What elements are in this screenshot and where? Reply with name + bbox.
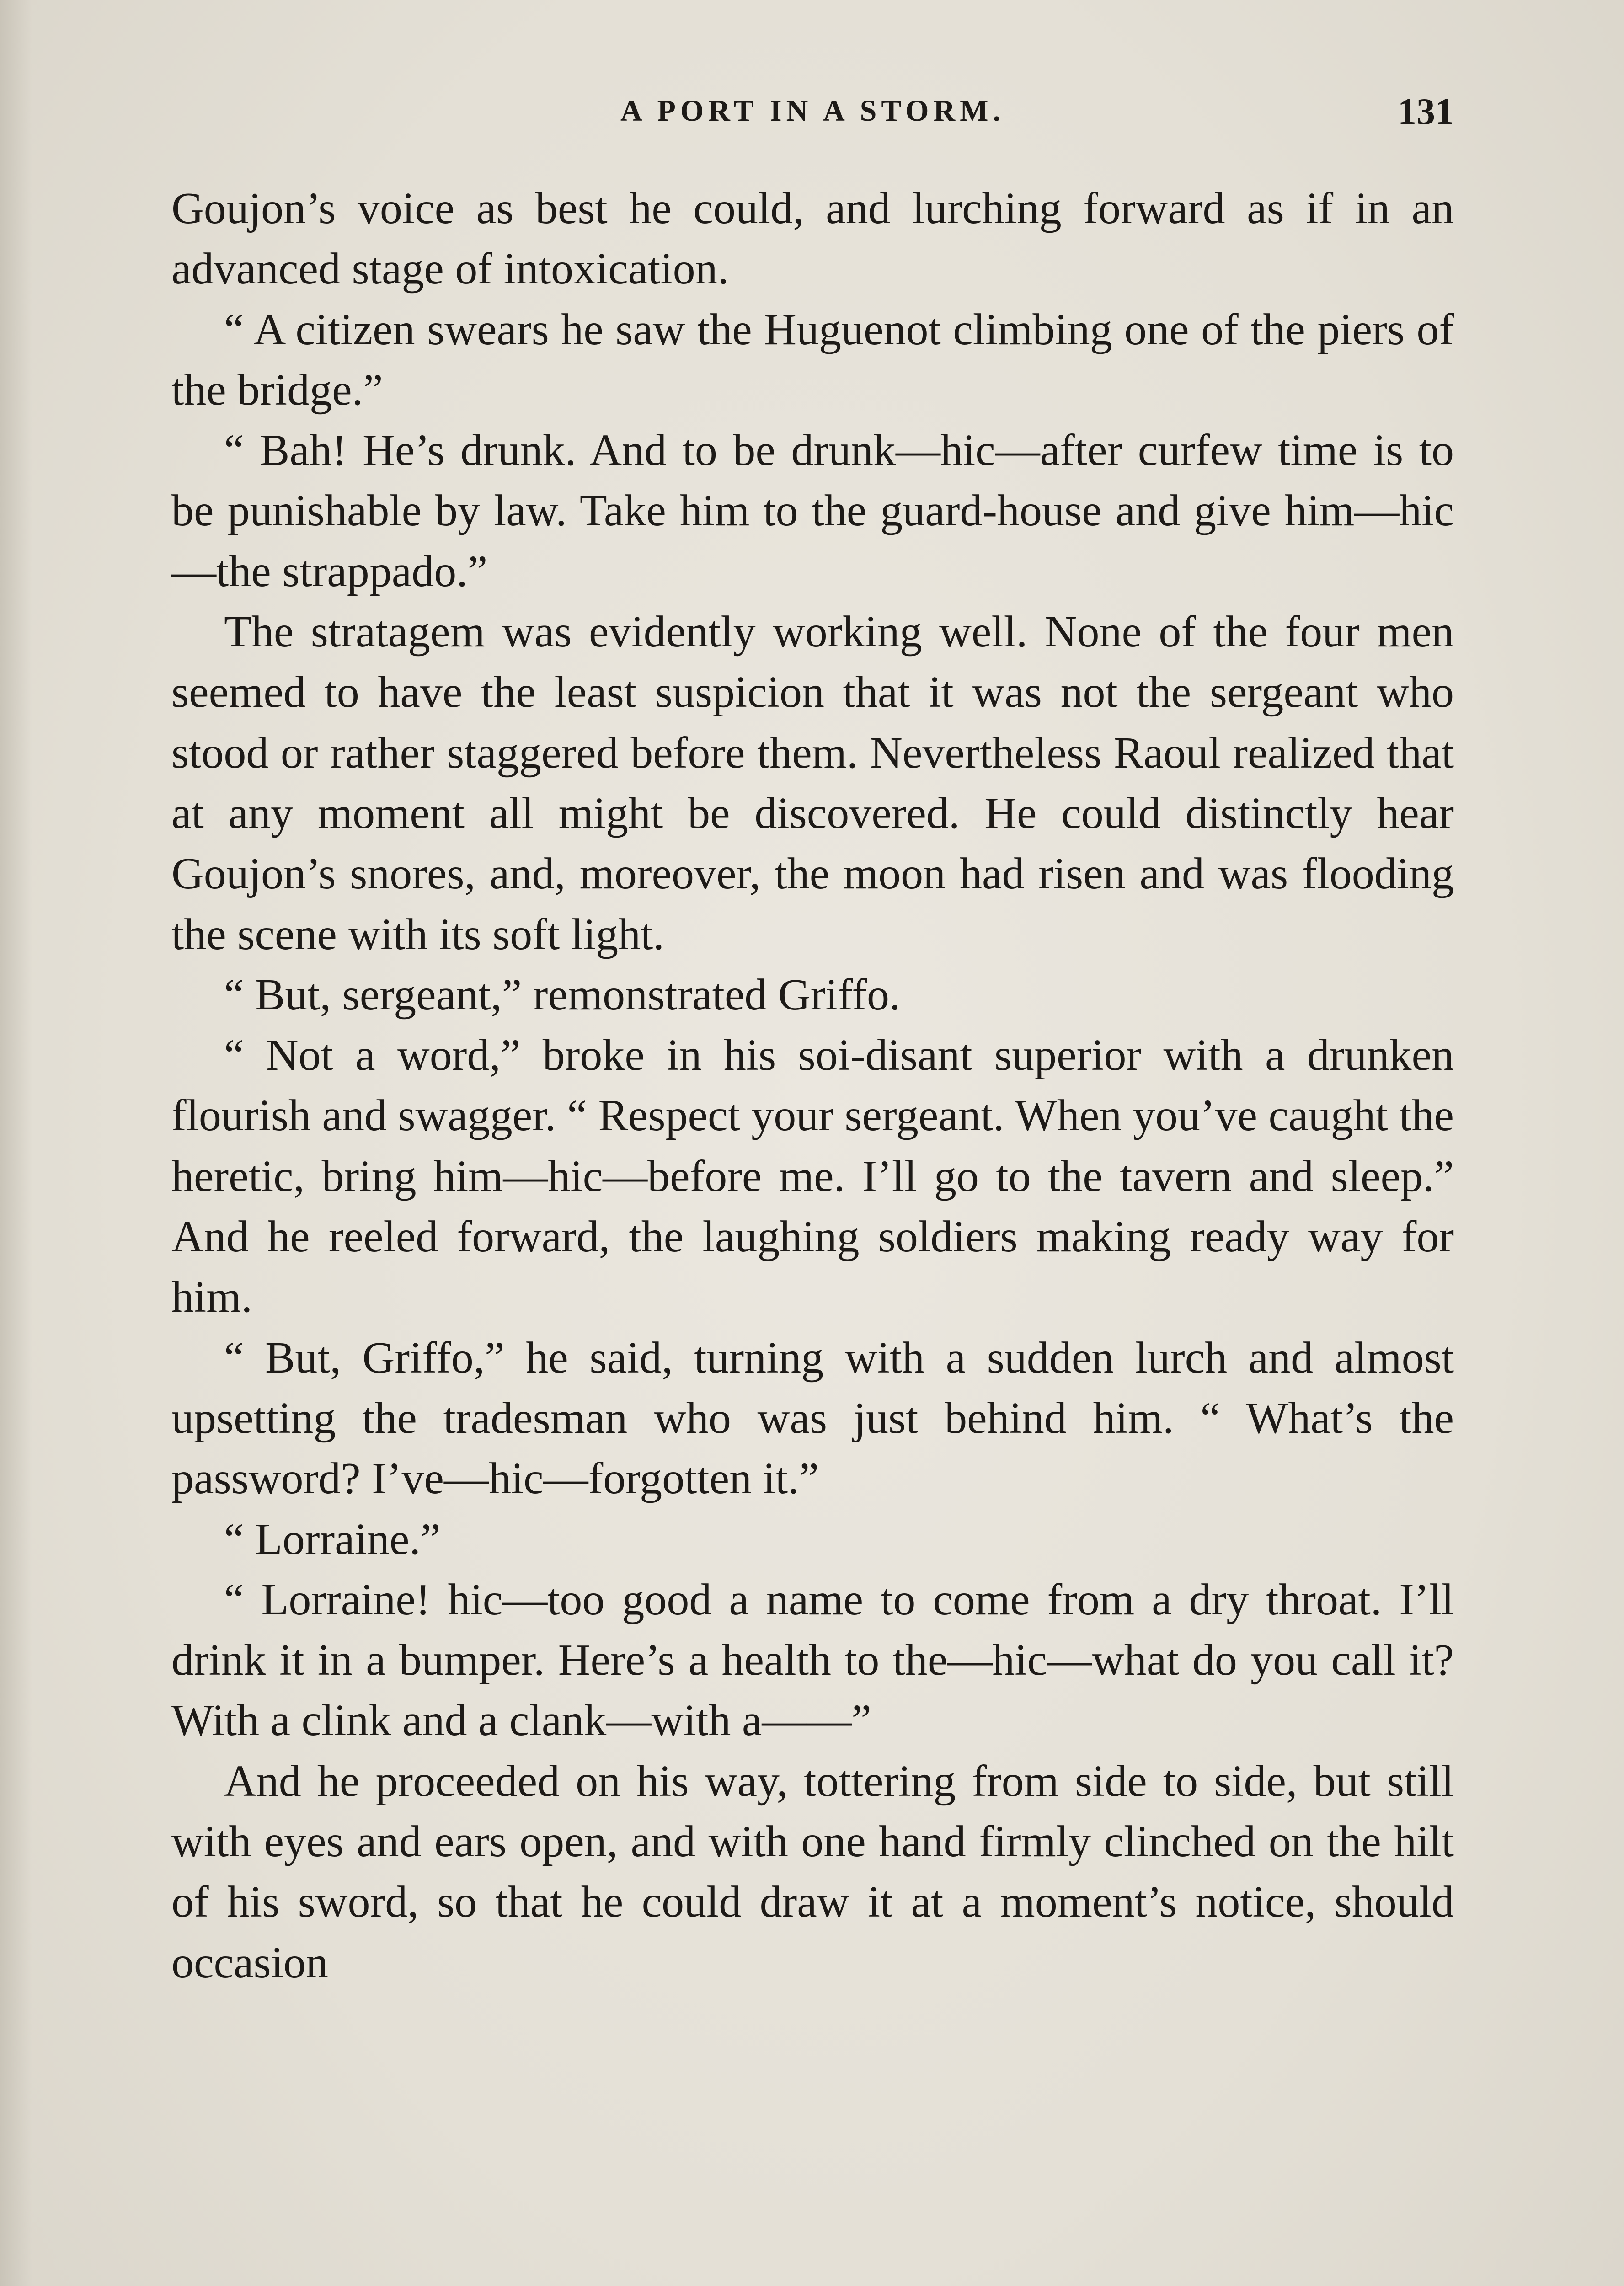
page-header [171, 91, 1454, 144]
paragraph: And he proceeded on his way, tottering from side to side, but still with eyes and ears open, and with one hand firmly clinched on the hilt of his sword, so that he could draw it at a moment’s notice, should occasion [171, 1756, 1454, 1987]
paragraph: “ Lorraine! hic—too good a name to come from a dry throat. I’ll drink it in a bumper. Here’s a health to the—hic—what do you call it? With a clink and a clank—with a——” [171, 1575, 1454, 1746]
body-text [171, 178, 1454, 1993]
page-number: 131 [1398, 91, 1454, 132]
paragraph: “ Lorraine.” [224, 1514, 441, 1564]
paragraph: “ Not a word,” broke in his soi-disant superior with a drunken flourish and swagger. “ Respect your sergeant. When you’ve caught the heretic, bring him—hic—before me. I’ll go to the tavern and sleep.” And he reeled forward, the laughing soldiers making ready way for him. [171, 1031, 1454, 1322]
paragraph: “ But, sergeant,” remonstrated Griffo. [224, 970, 901, 1020]
gutter-shadow [0, 0, 32, 2286]
paragraph: The stratagem was evidently working well. None of the four men seemed to have the least suspicion that it was not the sergeant who stood or rather staggered before them. Nevertheless Raoul realized that at any moment all might be discovered. He could distinctly hear Goujon’s snores, and, moreover, the moon had risen and was flooding the scene with its soft light. [171, 607, 1454, 959]
paragraph: Goujon’s voice as best he could, and lurching forward as if in an advanced stage of intoxication. [171, 184, 1454, 294]
paragraph: “ But, Griffo,” he said, turning with a sudden lurch and almost upsetting the tradesman who was just behind him. “ What’s the password? I’ve—hic—forgotten it.” [171, 1333, 1454, 1504]
running-head: A PORT IN A STORM. [620, 94, 1005, 128]
paragraph: “ A citizen swears he saw the Huguenot climbing one of the piers of the bridge.” [171, 304, 1454, 415]
paragraph: “ Bah! He’s drunk. And to be drunk—hic—after curfew time is to be punishable by law. Take him to the guard-house and give him—hic—the strappado.” [171, 426, 1454, 596]
